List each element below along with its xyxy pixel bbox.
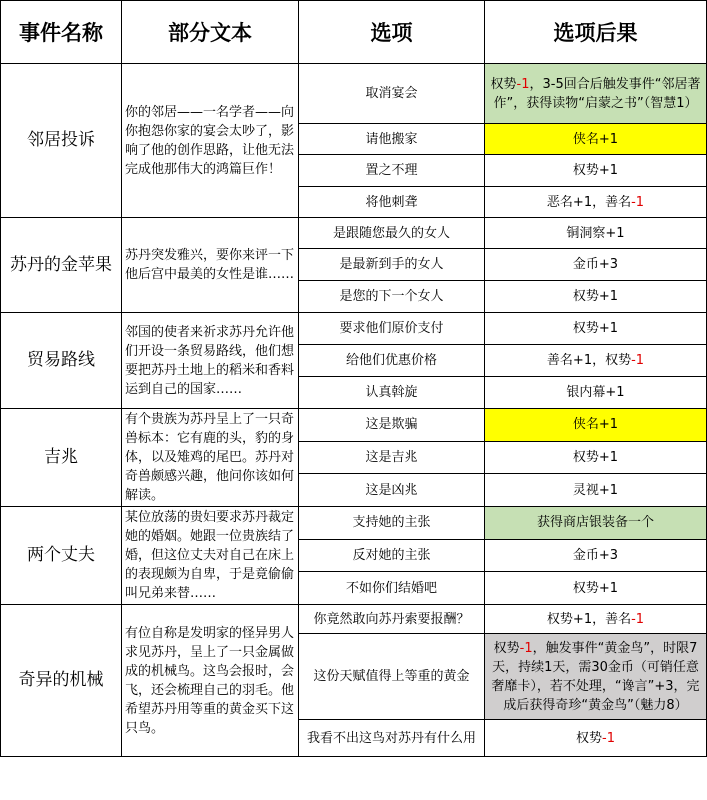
option-cell: 这份天赋值得上等重的黄金 [299, 634, 485, 720]
header-row [1, 1, 707, 64]
result-text: 金币+3 [572, 547, 619, 563]
option-cell: 这是吉兆 [299, 441, 485, 474]
result-text: 权势+1 [572, 321, 619, 336]
result-text: 恶名+1，善名 [546, 194, 632, 210]
result-cell [485, 218, 707, 249]
result-text: 权势+1 [572, 449, 619, 465]
option-cell: 取消宴会 [299, 64, 485, 124]
table-body [1, 64, 707, 757]
event-text-cell: 有位自称是发明家的怪异男人求见苏丹，呈上了一只金属做成的机械鸟。这鸟会报时，会飞，还会梳理自己的羽毛。他希望苏丹用等重的黄金买下这只鸟。 [122, 605, 299, 757]
result-text: 灵视+1 [572, 482, 619, 498]
table-row [1, 64, 707, 124]
option-cell: 认真斡旋 [299, 377, 485, 409]
option-cell: 将他刺聋 [299, 187, 485, 218]
result-text: 权势 [493, 640, 520, 656]
result-cell [485, 313, 707, 345]
header-result: 选项后果 [485, 1, 707, 64]
result-negative-value: -1 [631, 611, 645, 627]
result-cell [485, 441, 707, 474]
result-cell [485, 377, 707, 409]
result-cell [485, 409, 707, 442]
event-name-cell: 苏丹的金苹果 [1, 218, 122, 313]
event-text-cell: 你的邻居——一名学者——向你抱怨你家的宴会太吵了，影响了他的创作思路，让他无法完成他那伟大的鸿篇巨作！ [122, 64, 299, 218]
result-text: ，触发事件“黄金鸟”，时限7天，持续1天，需30金币（可销任意奢靡卡），若不处理，“谗言”+3，完成后获得奇珍“黄金鸟”（魅力8） [491, 640, 700, 713]
result-cell [485, 155, 707, 187]
result-text: 铜洞察+1 [566, 225, 625, 241]
result-cell [485, 345, 707, 377]
result-text: 权势 [576, 730, 603, 746]
table-row [1, 313, 707, 345]
option-cell: 是最新到手的女人 [299, 249, 485, 281]
event-name-cell: 奇异的机械 [1, 605, 122, 757]
option-cell: 这是欺骗 [299, 409, 485, 442]
result-text: 权势+1，善名 [546, 611, 632, 627]
table-row [1, 409, 707, 442]
result-text: 银内幕+1 [566, 385, 625, 400]
result-cell [485, 281, 707, 313]
event-text-cell: 苏丹突发雅兴，要你来评一下他后宫中最美的女性是谁…… [122, 218, 299, 313]
result-text: 获得商店银装备一个 [536, 515, 654, 531]
option-cell: 你竟然敢向苏丹索要报酬？ [299, 605, 485, 634]
option-cell: 是您的下一个女人 [299, 281, 485, 313]
event-name-cell: 两个丈夫 [1, 507, 122, 605]
header-partial-text: 部分文本 [122, 1, 299, 64]
result-text: 金币+3 [572, 257, 619, 272]
header-event-name: 事件名称 [1, 1, 122, 64]
event-name-cell: 吉兆 [1, 409, 122, 507]
event-text-cell: 邻国的使者来祈求苏丹允许他们开设一条贸易路线，他们想要把苏丹土地上的稻米和香料运到自己的国家…… [122, 313, 299, 409]
result-cell [485, 124, 707, 155]
result-cell [485, 64, 707, 124]
event-text-cell: 某位放荡的贵妇要求苏丹裁定她的婚姻。她跟一位贵族结了婚，但这位丈夫对自己在床上的表现颇为自卑，于是竟偷偷叫兄弟来替…… [122, 507, 299, 605]
result-cell [485, 539, 707, 572]
result-cell [485, 249, 707, 281]
option-cell: 支持她的主张 [299, 507, 485, 540]
option-cell: 置之不理 [299, 155, 485, 187]
result-text: 侠名+1 [572, 131, 619, 147]
result-cell [485, 474, 707, 507]
event-name-cell: 贸易路线 [1, 313, 122, 409]
table-row [1, 218, 707, 249]
result-negative-value: -1 [631, 194, 645, 210]
result-cell [485, 572, 707, 605]
result-text: 善名+1，权势 [546, 353, 632, 368]
option-cell: 反对她的主张 [299, 539, 485, 572]
result-cell [485, 605, 707, 634]
option-cell: 不如你们结婚吧 [299, 572, 485, 605]
header-option: 选项 [299, 1, 485, 64]
result-cell [485, 507, 707, 540]
result-negative-value: -1 [519, 640, 533, 656]
option-cell: 给他们优惠价格 [299, 345, 485, 377]
option-cell: 要求他们原价支付 [299, 313, 485, 345]
table-row [1, 605, 707, 634]
result-negative-value: -1 [631, 353, 645, 368]
result-negative-value: -1 [516, 76, 530, 92]
event-name-cell: 邻居投诉 [1, 64, 122, 218]
event-text-cell: 有个贵族为苏丹呈上了一只奇兽标本：它有鹿的头，豹的身体，以及雉鸡的尾巴。苏丹对奇兽颇感兴趣，他问你该如何解读。 [122, 409, 299, 507]
result-cell [485, 634, 707, 720]
option-cell: 是跟随您最久的女人 [299, 218, 485, 249]
option-cell: 请他搬家 [299, 124, 485, 155]
result-text: 侠名+1 [572, 417, 619, 433]
option-cell: 我看不出这鸟对苏丹有什么用 [299, 720, 485, 757]
result-text: 权势 [490, 76, 517, 92]
result-text: 权势+1 [572, 289, 619, 304]
result-cell [485, 720, 707, 757]
result-negative-value: -1 [602, 730, 615, 746]
result-text: ，3-5回合后触发事件“邻居著作”，获得读物“启蒙之书”（智慧1） [493, 76, 701, 111]
table-row [1, 507, 707, 540]
option-cell: 这是凶兆 [299, 474, 485, 507]
result-cell [485, 187, 707, 218]
result-text: 权势+1 [572, 580, 619, 596]
result-text: 权势+1 [572, 163, 619, 178]
